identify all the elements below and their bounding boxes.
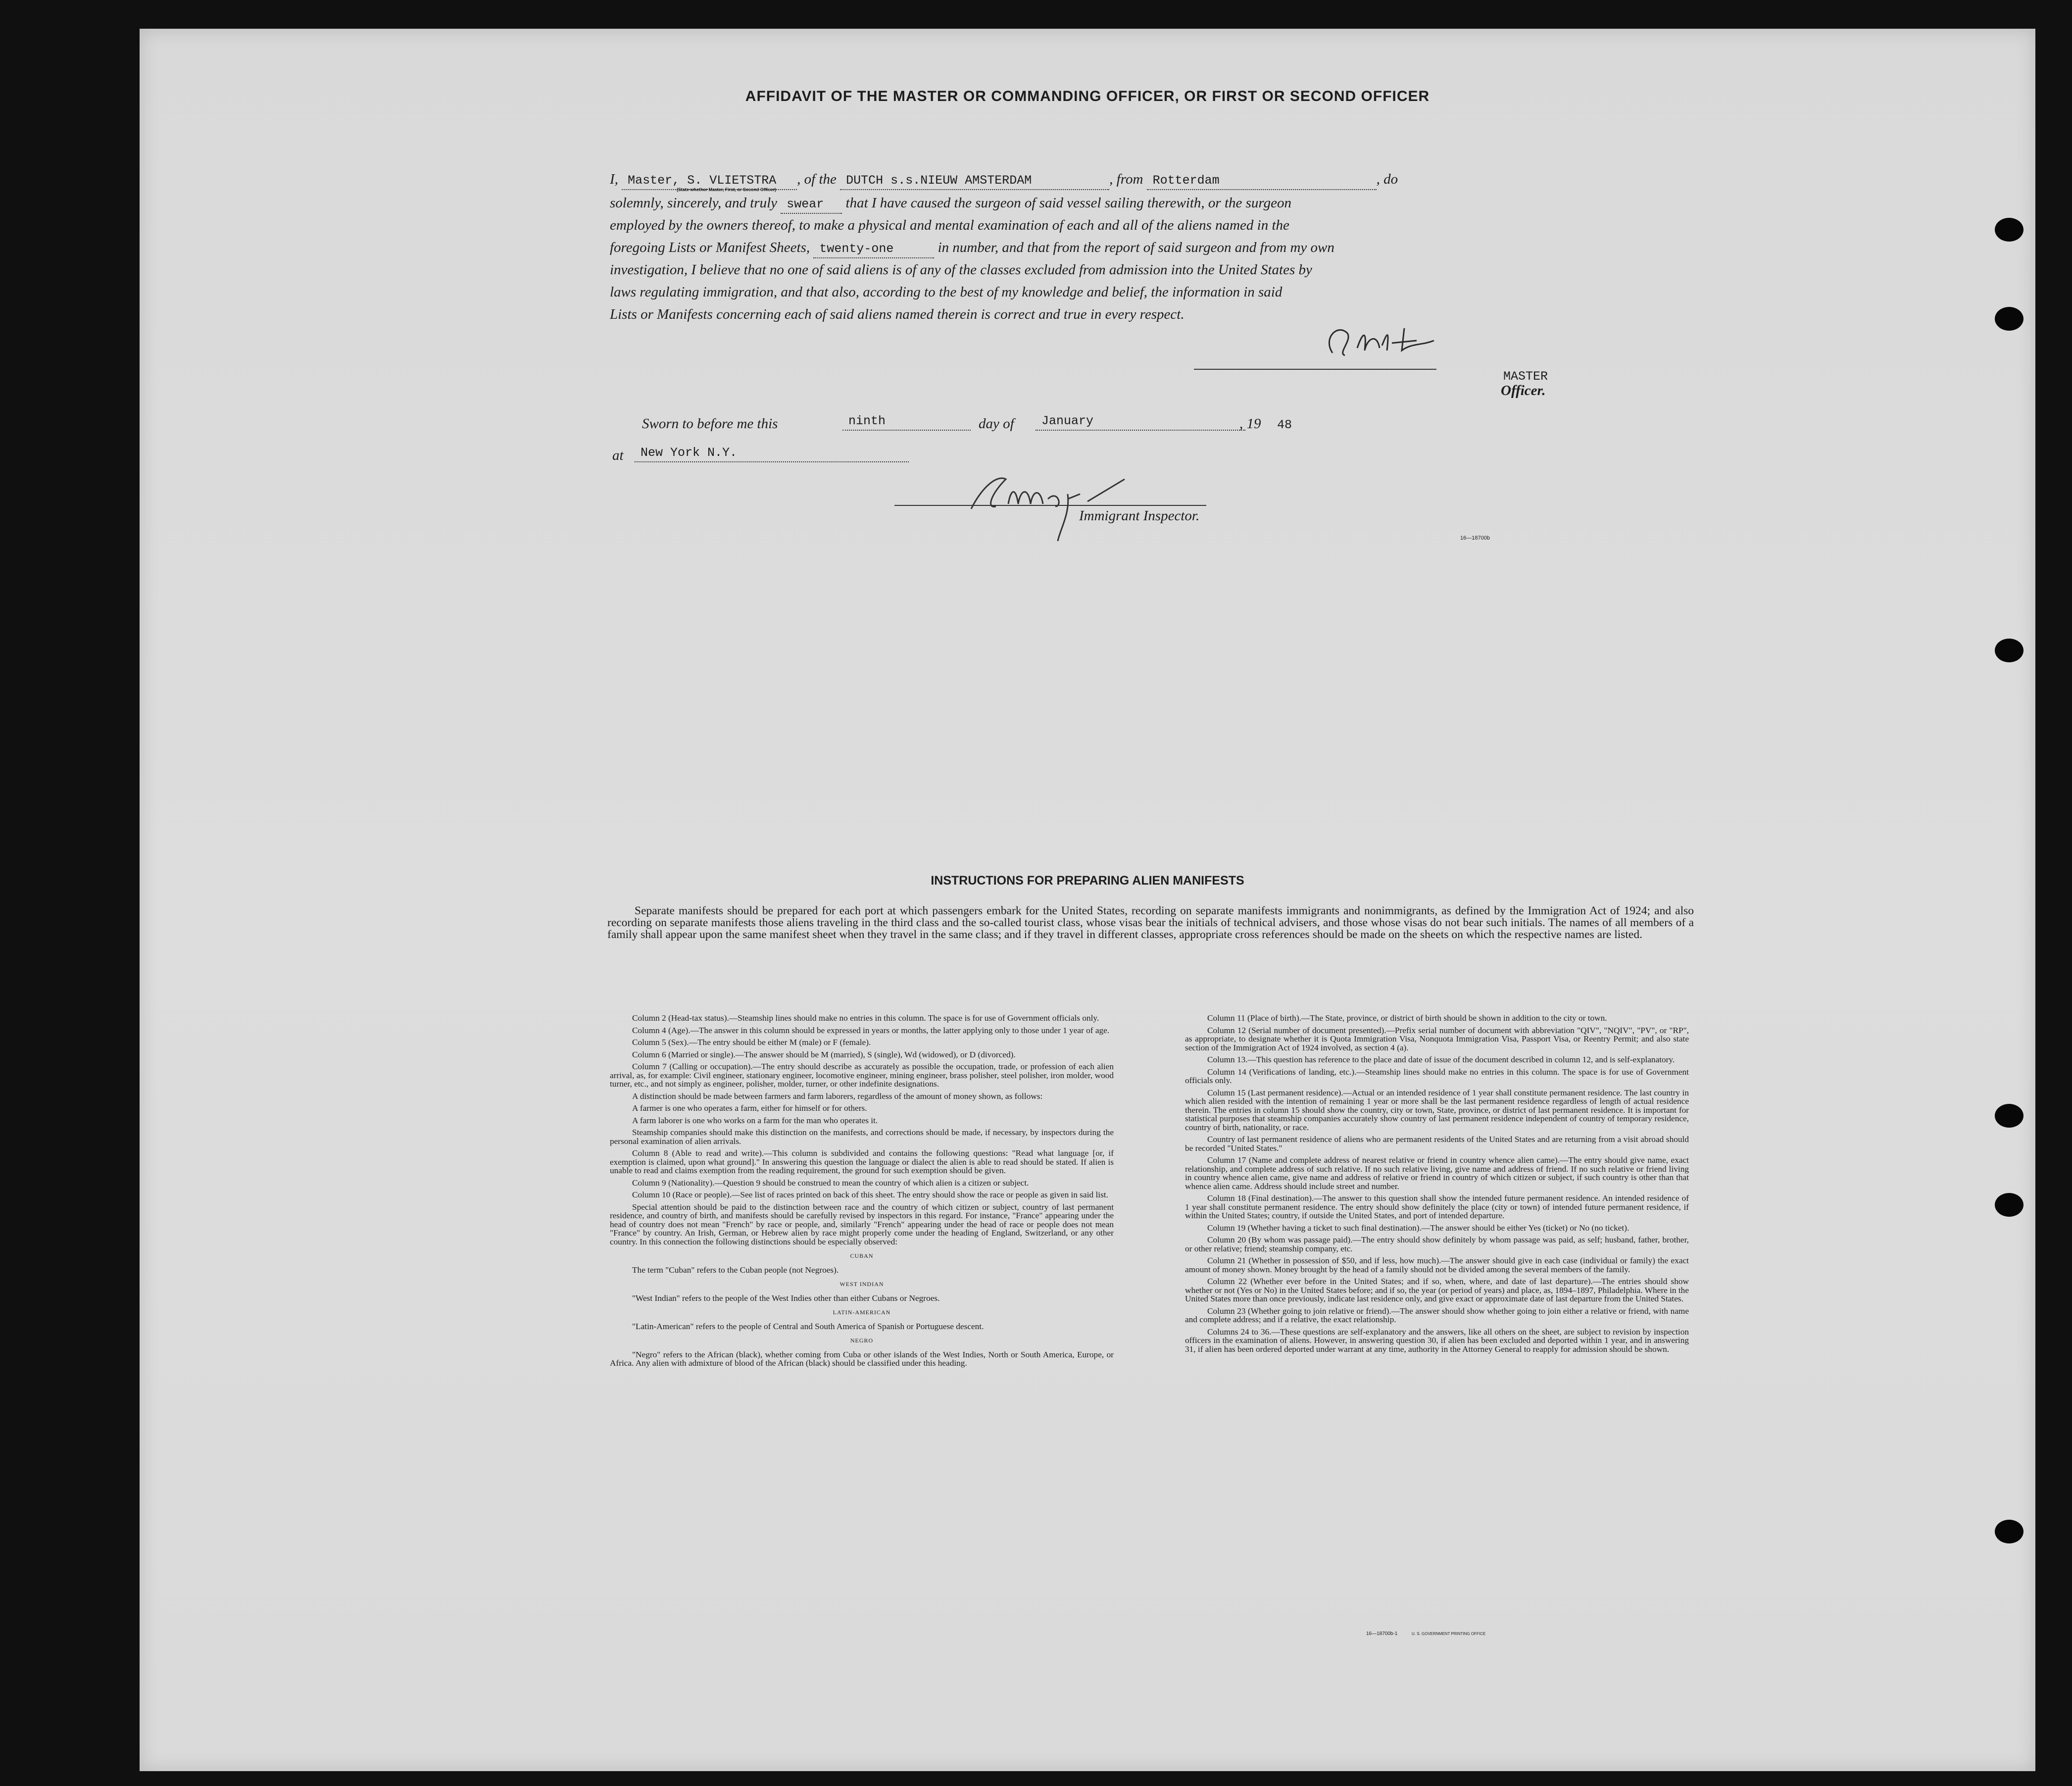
- sworn-at: at: [612, 447, 624, 463]
- text-lead: I,: [610, 171, 618, 187]
- text-of-the: , of the: [797, 171, 837, 187]
- sheet-count-field: twenty-one: [813, 241, 934, 258]
- sworn-lead: Sworn to before me this: [642, 416, 778, 432]
- vessel-name-field: DUTCH s.s.NIEUW AMSTERDAM: [840, 172, 1109, 190]
- sworn-year-prefix: , 19: [1239, 416, 1261, 432]
- sworn-day-of: day of: [979, 416, 1014, 432]
- heading-west-indian: WEST INDIAN: [839, 1281, 884, 1288]
- master-signature: [1318, 318, 1441, 363]
- left-paragraph: Column 8 (Able to read and write).—This column is subdivided and contains the following questions: "Read what language [or, if exemption is claimed, upon what ground]." In answering this question the language or dialect the alien is able to read should be stated. If alien is unable to read and claims exemption from the reading requirement, the ground for such exemption should be given.: [610, 1148, 1114, 1175]
- footer-form-code: 16—18700b-1: [1366, 1631, 1398, 1637]
- right-paragraph: Column 23 (Whether going to join relative or friend).—The answer should show whether going to join either a relative or friend, with name and complete address; and if a relative, the exact relationship.: [1185, 1306, 1689, 1324]
- punch-hole: [1995, 1104, 2023, 1128]
- left-paragraph: Column 4 (Age).—The answer in this column should be expressed in years or months, the latter applying only to those under 1 year of age.: [632, 1025, 1110, 1035]
- master-typed: MASTER: [1503, 369, 1548, 384]
- right-paragraph: Column 15 (Last permanent residence).—Actual or an intended residence of 1 year shall constitute permanent residence. The last country in which alien resided with the intention of remaining 1 year or more shall be the last permanent residence regardless of length of actual residence therein. The entries in column 15 should show the country, city or town, State, province, or district of last permanent residence. It is important for statistical purposes that steamship companies accurately show country of last permanent residence independent of country of temporary residence, country of birth, nationality, or race.: [1185, 1088, 1689, 1132]
- inspector-signature-line: [894, 505, 1206, 506]
- punch-hole: [1995, 307, 2023, 331]
- text-from: , from: [1109, 171, 1143, 187]
- right-paragraph: Column 21 (Whether in possession of $50, and if less, how much).—The answer should give in each case (individual or family) the exact amount of money shown. Money brought by the head of a family should not be divided among the several members of the family.: [1185, 1256, 1689, 1274]
- left-paragraph: Column 2 (Head-tax status).—Steamship lines should make no entries in this column. The space is for use of Government officials only.: [632, 1013, 1099, 1023]
- right-paragraph: Column 17 (Name and complete address of nearest relative or friend in country whence alien came).—The entry should give name, exact relationship, and complete address of such relative. If no such relative living, give name and address of friend. If no such relative or friend living in country whence alien came, give name and address of relative or friend in country of which citizen or subject, if such country is other than that whence alien came. Address should include street and number.: [1185, 1155, 1689, 1191]
- oath-field: swear: [781, 196, 842, 214]
- left-paragraph: A distinction should be made between farmers and farm laborers, regardless of the amount of money shown, as follows:: [632, 1091, 1043, 1101]
- instructions-right-column: [1185, 1014, 1689, 1357]
- affidavit-title: AFFIDAVIT OF THE MASTER OR COMMANDING OFFICER, OR FIRST OR SECOND OFFICER: [745, 88, 1430, 104]
- instructions-left-column: [610, 1014, 1114, 1371]
- punch-hole: [1995, 218, 2023, 242]
- affidavit-line-6: laws regulating immigration, and that also, according to the best of my knowledge and belief, the information in said: [610, 284, 1283, 300]
- instructions-intro: Separate manifests should be prepared for each port at which passengers embark for the United States, recording on separate manifests immigrants and nonimmigrants, as defined by the Immigration Act of 1924; and also recording on separate manifests those aliens traveling in the third class and the so-called tourist class, whose visas bear the initials of technical advisers, and those whose visas do not bear such initials. The names of all members of a family shall appear upon the same manifest sheet when they travel in the same class; and if they travel in different classes, appropriate cross references should be made on the sheets on which the respective names are listed.: [607, 904, 1694, 941]
- heading-latin-american: LATIN-AMERICAN: [833, 1309, 891, 1316]
- affidavit-line-7: Lists or Manifests concerning each of said aliens named therein is correct and true in every respect.: [610, 306, 1184, 322]
- right-paragraph: Column 13.—This question has reference to the place and date of issue of the document described in column 12, and is self-explanatory.: [1207, 1055, 1675, 1064]
- right-paragraph: Column 11 (Place of birth).—The State, province, or district of birth should be shown in addition to the city or town.: [1207, 1013, 1607, 1023]
- text-do: , do: [1376, 171, 1398, 187]
- sworn-month-field: January: [1036, 413, 1245, 431]
- port-field: Rotterdam: [1147, 172, 1377, 190]
- form-code: 16—18700b: [1460, 535, 1490, 541]
- punch-hole: [1995, 639, 2023, 662]
- left-paragraph: Steamship companies should make this distinction on the manifests, and corrections should be made, if necessary, by inspectors during the personal examination of alien arrivals.: [610, 1128, 1114, 1146]
- text-surgeon: that I have caused the surgeon of said vessel sailing therewith, or the surgeon: [845, 195, 1292, 211]
- left-paragraph: A farm laborer is one who works on a farm for the man who operates it.: [632, 1115, 878, 1125]
- officer-name-field: Master, S. VLIETSTRA: [622, 172, 797, 190]
- left-paragraph: Column 9 (Nationality).—Question 9 should be construed to mean the country of which alien is a citizen or subject.: [632, 1178, 1029, 1188]
- footer-printer: U. S. GOVERNMENT PRINTING OFFICE: [1412, 1632, 1486, 1636]
- inspector-signature: [961, 459, 1139, 548]
- punch-hole: [1995, 1520, 2023, 1543]
- text-solemnly: solemnly, sincerely, and truly: [610, 195, 778, 211]
- right-paragraph: Column 12 (Serial number of document presented).—Prefix serial number of document with abbreviation "QIV", "NQIV", "PV", or "RP", as appropriate, to designate whether it is Quota Immigration Visa, Nonquota Immigration Visa, Passport Visa, or Reentry Permit; and also state section of the Immigration Act of 1924 involved, as section 4 (a).: [1185, 1025, 1689, 1052]
- left-paragraph: "Negro" refers to the African (black), whether coming from Cuba or other islands of the West Indies, North or South America, Europe, or Africa. Any alien with admixture of blood of the African (black) should be classified under this heading.: [610, 1349, 1114, 1368]
- right-paragraph: Column 18 (Final destination).—The answer to this question shall show the intended future permanent residence. An intended residence of 1 year shall constitute permanent residence. The entry should show definitely the place (city or town) of intended future permanent residence, if within the United States; country, if outside the United States, and port of intended departure.: [1185, 1193, 1689, 1220]
- left-paragraph: Column 6 (Married or single).—The answer should be M (married), S (single), Wd (widowed), or D (divorced).: [632, 1049, 1016, 1059]
- affidavit-line-4: [610, 237, 1699, 258]
- affidavit-line-5: investigation, I believe that no one of said aliens is of any of the classes excluded from admission into the United States by: [610, 262, 1312, 278]
- punch-hole: [1995, 1193, 2023, 1217]
- left-paragraph: Special attention should be paid to the distinction between race and the country of which citizen or subject, country of last permanent residence, and country of birth, and manifests should be carefully revised by inspectors in this regard. For instance, "France" appearing under the head of country does not mean "French" by race or people, and, similarly "French" appearing under the head of race or people does not mean "France" by country. An Irish, German, or Hebrew alien by race might properly come under the heading of England, Switzerland, or any other country. In this connection the following distinctions should be especially observed:: [610, 1202, 1114, 1246]
- right-paragraph: Country of last permanent residence of aliens who are permanent residents of the United States and are returning from a visit abroad should be recorded "United States.": [1185, 1135, 1689, 1153]
- officer-label: Officer.: [1501, 383, 1546, 398]
- heading-cuban: CUBAN: [850, 1252, 874, 1259]
- right-paragraph: Column 22 (Whether ever before in the United States; and if so, when, where, and date of last departure).—The entries should show whether or not (Yes or No) in the United States before; and if so, the year (or period of years) and place, as, 1894–1897, Philadelphia. Where in the United States more than once previously, indicate last residence only, and give exact or approximate date of last departure from the United States.: [1185, 1277, 1689, 1303]
- document-page: [140, 29, 2035, 1771]
- affidavit-line-3: employed by the owners thereof, to make a physical and mental examination of each and all of the aliens named in the: [610, 217, 1289, 233]
- right-paragraph: Column 14 (Verifications of landing, etc.).—Steamship lines should make no entries in this column. The space is for use of Government officials only.: [1185, 1067, 1689, 1085]
- sworn-day-field: ninth: [842, 413, 971, 431]
- heading-negro: NEGRO: [850, 1337, 874, 1344]
- left-paragraph: Column 10 (Race or people).—See list of races printed on back of this sheet. The entry should show the race or people as given in said list.: [632, 1190, 1108, 1199]
- left-paragraph: "West Indian" refers to the people of the West Indies other than either Cubans or Negroes.: [632, 1293, 940, 1303]
- instructions-title: INSTRUCTIONS FOR PREPARING ALIEN MANIFESTS: [931, 874, 1244, 888]
- left-paragraph: A farmer is one who operates a farm, either for himself or for others.: [632, 1103, 867, 1113]
- rank-sub-note: (State whether Master, First, or Second Officer): [677, 187, 777, 192]
- left-paragraph: Column 7 (Calling or occupation).—The entry should describe as accurately as possible the occupation, trade, or profession of each alien arrival, as, for example: Civil engineer, stationary engineer, locomotive engineer, mining engineer, brass polisher, steel polisher, iron molder, wood turner, etc., and not simply as engineer, polisher, molder, turner, or other indefinite designations.: [610, 1062, 1114, 1089]
- affidavit-line-2: [610, 192, 1699, 214]
- left-paragraph: The term "Cuban" refers to the Cuban people (not Negroes).: [632, 1265, 839, 1275]
- right-paragraph: Column 19 (Whether having a ticket to such final destination).—The answer should be either Yes (ticket) or No (no ticket).: [1207, 1223, 1629, 1233]
- master-signature-line: [1194, 369, 1436, 370]
- right-paragraph: Column 20 (By whom was passage paid).—The entry should show definitely by whom passage was paid, as self; husband, father, brother, or other relative; friend; steamship company, etc.: [1185, 1235, 1689, 1253]
- sworn-year: 48: [1277, 418, 1292, 432]
- left-paragraph: "Latin-American" refers to the people of Central and South America of Spanish or Portuguese descent.: [632, 1321, 984, 1331]
- sworn-place-field: New York N.Y.: [635, 445, 909, 462]
- text-foregoing: foregoing Lists or Manifest Sheets,: [610, 240, 810, 255]
- text-in-number: in number, and that from the report of said surgeon and from my own: [937, 240, 1334, 255]
- left-paragraph: Column 5 (Sex).—The entry should be either M (male) or F (female).: [632, 1038, 871, 1047]
- right-paragraph: Columns 24 to 36.—These questions are self-explanatory and the answers, like all others on the sheet, are subject to revision by inspection officers in the examination of aliens. However, in answering question 30, if alien has been excluded and deported within 1 year, and in answering 31, if alien has been ordered deported under warrant at any time, authority in the Attorney General to reapply for admission should be shown.: [1185, 1327, 1689, 1354]
- inspector-label: Immigrant Inspector.: [1079, 508, 1200, 524]
